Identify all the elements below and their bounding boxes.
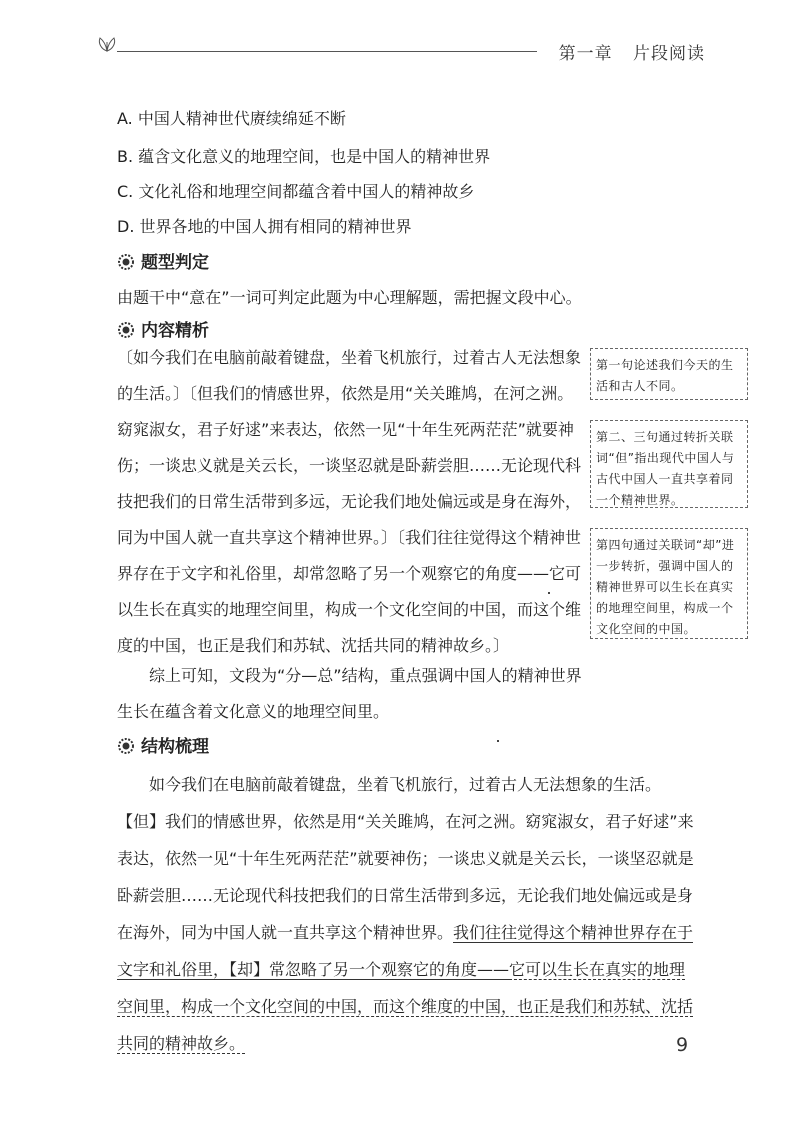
scan-speck bbox=[497, 740, 499, 742]
section-label: 片段阅读 bbox=[633, 44, 705, 64]
page-number: 9 bbox=[676, 1034, 689, 1056]
structure-part-5: 它可以生长在真实的地理空间里，构成一个文化空间的中国，而这个维度的中国，也正是我们和苏轼、沈括共同的精神故乡。 bbox=[117, 960, 694, 1053]
leaf-icon bbox=[95, 34, 119, 54]
passage-text: 〔如今我们在电脑前敲着键盘，坐着飞机旅行，过着古人无法想象的生活。〕〔但我们的情感世界，依然是用“关关雎鸠，在河之洲。窈窕淑女，君子好逑”来表达，依然一见“十年生死两茫茫”就要神伤；一谈忠义就是关云长，一谈坚忍就是卧薪尝胆……无论现代科技把我们的日常生活带到多远，无论我们地处偏远或是身在海外，同为中国人就一直共享这个精神世界。〕〔我们往往觉得这个精神世界存在于文字和礼俗里，却常忽略了另一个观察它的角度——它可以生长在真实的地理空间里，构成一个文化空间的中国，而这个维度的中国，也正是我们和苏轼、沈括共同的精神故乡。〕 bbox=[117, 348, 582, 655]
option-d: D. 世界各地的中国人拥有相同的精神世界 bbox=[117, 217, 412, 236]
gear-icon bbox=[117, 321, 135, 339]
structure-part-4: 常忽略了另一个观察它的角度—— bbox=[269, 960, 510, 979]
marker-que: 【却】 bbox=[229, 960, 270, 979]
structure-part-2: 我们的情感世界，依然是用“关关雎鸠，在河之洲。窈窕淑女，君子好逑”来表达，依然一见“十年生死两茫茫”就要神伤；一谈忠义就是关云长，一谈坚忍就是卧薪尝胆……无论现代科技把我们的日常生活带到多远，无论我们地处偏远或是身在海外，同为中国人就一直共享这个精神世界。 bbox=[117, 812, 694, 942]
option-a: A. 中国人精神世代赓续绵延不断 bbox=[117, 109, 346, 128]
type-judgment-body: 由题干中“意在”一词可判定此题为中心理解题，需把握文段中心。 bbox=[117, 288, 582, 307]
section-title: 题型判定 bbox=[141, 253, 209, 273]
marker-but: 【但】 bbox=[117, 812, 166, 831]
option-b: B. 蕴含文化意义的地理空间，也是中国人的精神世界 bbox=[117, 147, 491, 166]
margin-note-3: 第四句通过关联词“却”进一步转折，强调中国人的精神世界可以生长在真实的地理空间里，构成一个文化空间的中国。 bbox=[590, 528, 748, 639]
gear-icon bbox=[117, 737, 135, 755]
running-header bbox=[95, 30, 705, 70]
section-title: 内容精析 bbox=[141, 321, 209, 341]
option-c: C. 文化礼俗和地理空间都蕴含着中国人的精神故乡 bbox=[117, 182, 475, 201]
margin-note-1: 第一句论述我们今天的生活和古人不同。 bbox=[590, 348, 748, 400]
margin-note-2: 第二、三句通过转折关联词“但”指出现代中国人与古代中国人一直共享着同一个精神世界。 bbox=[590, 420, 748, 508]
gear-icon bbox=[117, 253, 135, 271]
analysis-passage bbox=[117, 340, 582, 664]
header-rule bbox=[117, 51, 537, 52]
structure-part-1: 如今我们在电脑前敲着键盘，坐着飞机旅行，过着古人无法想象的生活。 bbox=[149, 775, 662, 794]
section-heading-type bbox=[117, 248, 209, 273]
chapter-label: 第一章 bbox=[558, 44, 613, 64]
section-heading-structure bbox=[117, 732, 209, 757]
analysis-summary: 综上可知，文段为“分—总”结构，重点强调中国人的精神世界生长在蕴含着文化意义的地理空间里。 bbox=[117, 666, 582, 721]
scan-speck bbox=[548, 592, 550, 594]
structure-text bbox=[117, 766, 697, 1062]
header-title bbox=[545, 39, 705, 64]
section-title: 结构梳理 bbox=[141, 737, 209, 757]
structure-part-3: 我们往往觉得这个精神世界存在于文字和礼俗里， bbox=[117, 923, 694, 979]
section-heading-content bbox=[117, 316, 209, 341]
structure-passage bbox=[117, 766, 697, 1062]
